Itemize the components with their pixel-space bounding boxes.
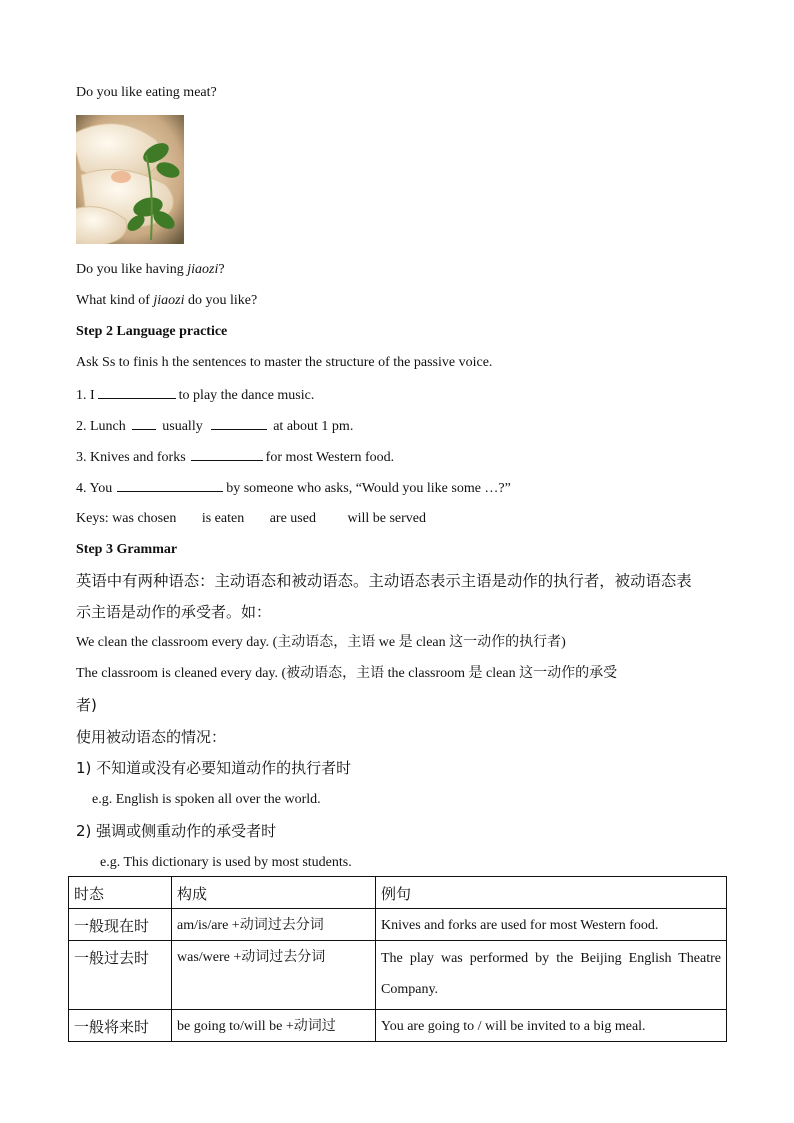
step3-heading: Step 3 Grammar (76, 542, 178, 557)
exercise-item-4 (76, 479, 511, 498)
form-cell: be going to/will be +动词过 (172, 1010, 376, 1042)
active-voice-example: We clean the classroom every day. (主动语态，主语 we 是 clean 这一动作的执行者) (76, 635, 566, 650)
voice-intro-line2: 示主语是动作的承受者。如： (76, 603, 272, 621)
header-tense: 时态 (69, 877, 172, 909)
item-text: usually (162, 419, 203, 434)
example-cell: Knives and forks are used for most Western food. (376, 909, 727, 941)
passive-voice-example-line2: 者) (76, 696, 97, 714)
answer-blank[interactable] (211, 417, 267, 430)
exercise-item-2 (76, 417, 353, 436)
tense-cell: 一般将来时 (69, 1010, 172, 1042)
question-kind-of-jiaozi (76, 292, 257, 310)
item-text: for most Western food. (265, 450, 395, 465)
step2-heading: Step 2 Language practice (76, 324, 228, 339)
form-cell: was/were +动词过去分词 (172, 941, 376, 1010)
voice-intro-line1: 英语中有两种语态：主动语态和被动语态。主动语态表示主语是动作的执行者，被动语态表 (76, 572, 692, 590)
table-row (69, 1010, 727, 1042)
question-text: do you like? (184, 293, 258, 308)
example-cell: You are going to / will be invited to a big meal. (376, 1010, 727, 1042)
item-text: to play the dance music. (178, 388, 315, 403)
form-cell: am/is/are +动词过去分词 (172, 909, 376, 941)
answer-blank[interactable] (132, 417, 156, 430)
usage-case-1: 1) 不知道或没有必要知道动作的执行者时 (76, 759, 352, 777)
question-mark: ? (218, 262, 225, 277)
item-text: by someone who asks, “Would you like some …?” (226, 481, 511, 496)
answer-blank[interactable] (117, 479, 223, 492)
answer-blank[interactable] (191, 448, 263, 461)
answer-keys (76, 510, 426, 528)
tense-table (68, 876, 727, 1042)
keys-label: Keys: (76, 511, 109, 526)
tense-cell: 一般现在时 (69, 909, 172, 941)
item-text: 4. You (76, 481, 113, 496)
item-text: 1. I (76, 388, 95, 403)
usage-case-1-example: e.g. English is spoken all over the world. (92, 792, 321, 807)
table-header-row (69, 877, 727, 909)
usage-case-2-example: e.g. This dictionary is used by most students. (100, 855, 352, 870)
header-example: 例句 (376, 877, 727, 909)
question-text: Do you like having (76, 262, 188, 277)
usage-case-2: 2) 强调或侧重动作的承受者时 (76, 822, 277, 840)
table-row (69, 909, 727, 941)
item-text: 2. Lunch (76, 419, 126, 434)
item-text: 3. Knives and forks (76, 450, 186, 465)
key-answer: are used (269, 511, 316, 526)
exercise-item-3 (76, 448, 394, 467)
key-answer: will be served (347, 511, 426, 526)
usage-title: 使用被动语态的情况： (76, 728, 227, 746)
dumplings-photo (76, 115, 184, 244)
item-text: at about 1 pm. (273, 419, 354, 434)
table-row (69, 941, 727, 1010)
question-text: What kind of (76, 293, 154, 308)
question-eating-meat: Do you like eating meat? (76, 85, 217, 100)
passive-voice-example-line1: The classroom is cleaned every day. (被动语态，主语 the classroom 是 clean 这一动作的承受 (76, 666, 618, 681)
answer-blank[interactable] (98, 386, 176, 399)
example-cell: The play was performed by the Beijing English Theatre Company. (376, 941, 727, 1010)
header-form: 构成 (172, 877, 376, 909)
exercise-item-1 (76, 386, 314, 405)
tense-cell: 一般过去时 (69, 941, 172, 1010)
question-having-jiaozi (76, 261, 225, 279)
key-answer: was chosen (112, 511, 177, 526)
jiaozi-term: jiaozi (153, 293, 185, 308)
step2-instruction: Ask Ss to finis h the sentences to master the structure of the passive voice. (76, 355, 493, 370)
key-answer: is eaten (201, 511, 245, 526)
jiaozi-term: jiaozi (187, 262, 219, 277)
